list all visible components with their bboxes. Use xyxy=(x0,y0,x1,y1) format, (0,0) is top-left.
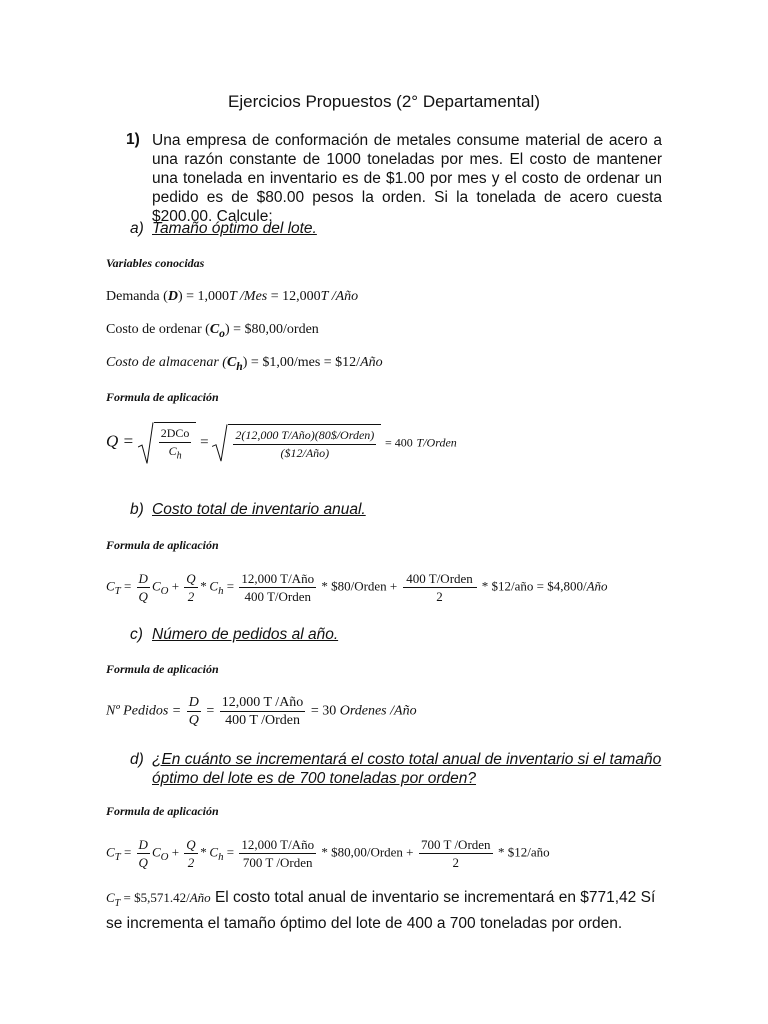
question-d-text-2: óptimo del lote es de 700 toneladas por orden? xyxy=(152,770,477,787)
page-title: Ejercicios Propuestos (2° Departamental) xyxy=(228,92,540,111)
question-a-label: a) xyxy=(130,220,144,237)
demand-equation: Demanda (D) = 1,000T /Mes = 12,000T /Año xyxy=(106,289,359,304)
sqrt-symbol: $\frac{\text{2(12,000 T/Año)(80\$/Orden)}}{\text{(\$12/Año)}}$ xyxy=(212,424,381,462)
formula-heading-b: Formula de aplicación xyxy=(106,538,219,552)
question-c-label: c) xyxy=(130,626,143,643)
problem-number: 1) xyxy=(126,131,140,148)
total-cost-equation: $C_T$ = $\frac{D}{Q}$ $C_O$ + $\frac{Q}{2}$ * $C_h$ = $\frac{\text{12,000 T/Año}}{\text{400 T/Orden}}$ * $80/Orden + $\frac{\text{400 T/Orden}}{2}$ * $12/año = $4,800/Año xyxy=(106,571,608,604)
question-a-text: Tamaño óptimo del lote. xyxy=(152,220,317,237)
question-d-label: d) xyxy=(130,751,144,768)
total-cost-700-equation: $C_T$ = $\frac{D}{Q}$ $C_O$ + $\frac{Q}{2}$ * $C_h$ = $\frac{\text{12,000 T/Año}}{\text{700 T /Orden}}$ * $80,00/Orden + $\frac{\text{700 T /Orden}}{2}$ * $12/año xyxy=(106,837,550,870)
sqrt-symbol: $\frac{\text{2DCo}}{C_h}$ xyxy=(138,422,197,464)
question-b xyxy=(130,501,366,519)
formula-heading-c: Formula de aplicación xyxy=(106,662,219,676)
known-variables-heading: Variables conocidas xyxy=(106,256,205,270)
problem-statement: Una empresa de conformación de metales consume material de acero a una razón constante de 1000 toneladas por mes. El costo de mantener una tonelada en inventario es de $1.00 por mes y el costo de ordenar un pedido es de $80.00 pesos la orden. Si la tonelada de acero cuesta $200.00. Calcule: xyxy=(152,132,662,225)
question-d xyxy=(130,750,661,788)
final-answer-text: El costo total anual de inventario se incrementará en $771,42 Sí se incrementa el tamaño óptimo del lote de 400 a 700 toneladas por orden. xyxy=(106,889,656,933)
eoq-equation: Q = $\frac{\text{2DCo}}{C_h}$ = $\frac{\text{2(12,000 T/Año)(80\$/Orden)}}{\text{(\$12/Año)}}$ = 400 T/Orden xyxy=(106,422,457,464)
orders-per-year-equation: Nº Pedidos = $\frac{D}{Q}$ = $\frac{\text{12,000 T /Año}}{\text{400 T /Orden}}$ = 30 Ordenes /Año xyxy=(106,695,417,728)
radical-icon xyxy=(138,422,154,464)
question-d-text-1: ¿En cuánto se incrementará el costo total anual de inventario si el tamaño xyxy=(152,751,662,768)
formula-heading-a: Formula de aplicación xyxy=(106,390,219,404)
radical-icon xyxy=(212,424,228,462)
final-answer: $C_T$ = $5,571.42/Año El costo total anual de inventario se incrementará en $771,42 Sí se incrementa el tamaño óptimo del lote de 400 a 700 toneladas por orden. xyxy=(106,889,656,933)
question-b-text: Costo total de inventario anual. xyxy=(152,501,366,518)
question-c xyxy=(130,626,338,644)
question-b-label: b) xyxy=(130,501,144,518)
formula-heading-d: Formula de aplicación xyxy=(106,804,219,818)
question-c-text: Número de pedidos al año. xyxy=(152,626,339,643)
order-cost-equation: Costo de ordenar $(C_o)$ = $80,00/orden xyxy=(106,322,319,340)
holding-cost-equation: Costo de almacenar $(C_h)$ = $1,00/mes = $12/Año xyxy=(106,355,383,373)
question-a xyxy=(130,220,317,238)
